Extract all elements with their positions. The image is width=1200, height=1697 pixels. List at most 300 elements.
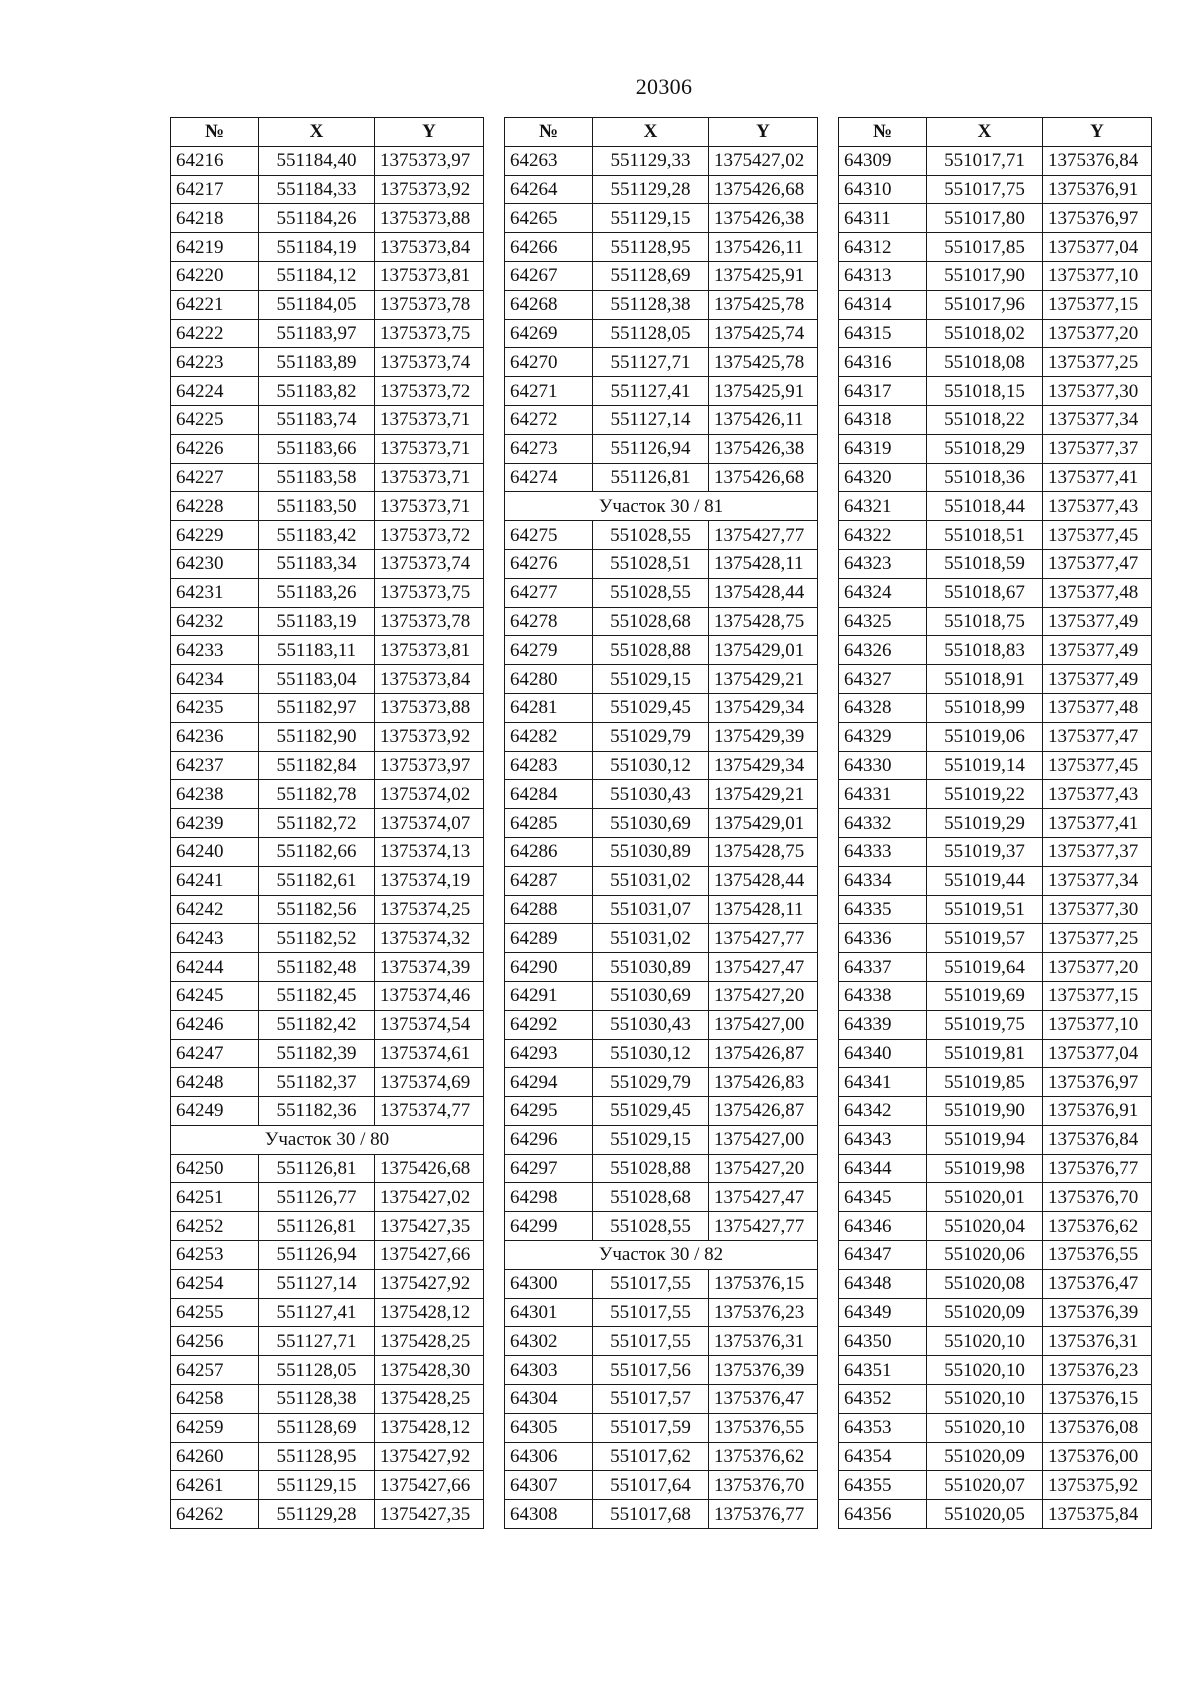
- x-coordinate-cell: 551028,55: [593, 1212, 709, 1241]
- point-number-cell: 64237: [171, 751, 259, 780]
- point-number-cell: 64328: [839, 693, 927, 722]
- table-body: [839, 146, 1152, 1528]
- point-number-cell: 64345: [839, 1183, 927, 1212]
- y-coordinate-cell: 1375377,43: [1043, 492, 1152, 521]
- x-coordinate-cell: 551128,95: [259, 1442, 375, 1471]
- y-coordinate-cell: 1375377,49: [1043, 665, 1152, 694]
- x-coordinate-cell: 551030,69: [593, 981, 709, 1010]
- x-coordinate-cell: 551017,57: [593, 1385, 709, 1414]
- x-coordinate-cell: 551128,05: [593, 319, 709, 348]
- x-coordinate-cell: 551128,69: [593, 261, 709, 290]
- y-coordinate-cell: 1375376,15: [709, 1269, 818, 1298]
- table-body: [171, 146, 484, 1528]
- x-coordinate-cell: 551127,14: [593, 405, 709, 434]
- point-number-cell: 64226: [171, 434, 259, 463]
- table-row: [171, 578, 484, 607]
- table-row: [505, 981, 818, 1010]
- table-row: [839, 1298, 1152, 1327]
- section-title: Участок 30 / 82: [505, 1241, 818, 1270]
- table-row: [171, 1269, 484, 1298]
- x-coordinate-cell: 551020,10: [927, 1413, 1043, 1442]
- y-coordinate-cell: 1375428,30: [375, 1356, 484, 1385]
- point-number-cell: 64297: [505, 1154, 593, 1183]
- coordinate-table-3: [838, 117, 1152, 1529]
- point-number-cell: 64335: [839, 895, 927, 924]
- y-coordinate-cell: 1375377,37: [1043, 837, 1152, 866]
- table-row: [839, 348, 1152, 377]
- table-row: [839, 1356, 1152, 1385]
- table-row: [171, 665, 484, 694]
- point-number-cell: 64240: [171, 837, 259, 866]
- point-number-cell: 64248: [171, 1068, 259, 1097]
- table-row: [171, 1183, 484, 1212]
- table-row: [171, 722, 484, 751]
- table-row: [839, 290, 1152, 319]
- x-coordinate-cell: 551126,81: [259, 1212, 375, 1241]
- point-number-cell: 64270: [505, 348, 593, 377]
- x-coordinate-cell: 551019,06: [927, 722, 1043, 751]
- point-number-cell: 64349: [839, 1298, 927, 1327]
- y-coordinate-cell: 1375376,31: [709, 1327, 818, 1356]
- y-coordinate-cell: 1375377,47: [1043, 722, 1152, 751]
- y-coordinate-cell: 1375428,12: [375, 1413, 484, 1442]
- table-row: [505, 290, 818, 319]
- y-coordinate-cell: 1375427,77: [709, 924, 818, 953]
- table-row: [505, 261, 818, 290]
- point-number-cell: 64257: [171, 1356, 259, 1385]
- table-row: [505, 348, 818, 377]
- x-coordinate-cell: 551129,15: [259, 1471, 375, 1500]
- x-coordinate-cell: 551019,37: [927, 837, 1043, 866]
- point-number-cell: 64339: [839, 1010, 927, 1039]
- table-row: [505, 405, 818, 434]
- x-coordinate-cell: 551184,05: [259, 290, 375, 319]
- point-number-cell: 64228: [171, 492, 259, 521]
- table-row: [839, 549, 1152, 578]
- point-number-cell: 64293: [505, 1039, 593, 1068]
- point-number-cell: 64318: [839, 405, 927, 434]
- x-coordinate-cell: 551183,19: [259, 607, 375, 636]
- x-coordinate-cell: 551017,55: [593, 1298, 709, 1327]
- table-row: [171, 1327, 484, 1356]
- table-row: [171, 233, 484, 262]
- y-coordinate-cell: 1375429,34: [709, 693, 818, 722]
- y-coordinate-cell: 1375374,19: [375, 866, 484, 895]
- x-coordinate-cell: 551019,51: [927, 895, 1043, 924]
- x-coordinate-cell: 551030,12: [593, 1039, 709, 1068]
- point-number-cell: 64238: [171, 780, 259, 809]
- y-coordinate-cell: 1375373,97: [375, 146, 484, 175]
- point-number-cell: 64253: [171, 1241, 259, 1270]
- point-number-cell: 64325: [839, 607, 927, 636]
- table-row: [505, 463, 818, 492]
- x-coordinate-cell: 551183,97: [259, 319, 375, 348]
- table-row: [839, 607, 1152, 636]
- x-coordinate-cell: 551019,69: [927, 981, 1043, 1010]
- x-coordinate-cell: 551127,14: [259, 1269, 375, 1298]
- point-number-cell: 64306: [505, 1442, 593, 1471]
- y-coordinate-cell: 1375376,08: [1043, 1413, 1152, 1442]
- y-coordinate-cell: 1375427,02: [375, 1183, 484, 1212]
- point-number-cell: 64266: [505, 233, 593, 262]
- point-number-cell: 64236: [171, 722, 259, 751]
- point-number-cell: 64296: [505, 1125, 593, 1154]
- header-number: №: [839, 118, 927, 147]
- point-number-cell: 64242: [171, 895, 259, 924]
- x-coordinate-cell: 551018,44: [927, 492, 1043, 521]
- y-coordinate-cell: 1375376,77: [709, 1500, 818, 1529]
- table-row: [505, 578, 818, 607]
- x-coordinate-cell: 551182,78: [259, 780, 375, 809]
- point-number-cell: 64332: [839, 809, 927, 838]
- table-row: [505, 377, 818, 406]
- point-number-cell: 64229: [171, 521, 259, 550]
- y-coordinate-cell: 1375373,71: [375, 405, 484, 434]
- x-coordinate-cell: 551018,29: [927, 434, 1043, 463]
- y-coordinate-cell: 1375425,78: [709, 348, 818, 377]
- x-coordinate-cell: 551017,56: [593, 1356, 709, 1385]
- y-coordinate-cell: 1375429,34: [709, 751, 818, 780]
- x-coordinate-cell: 551183,50: [259, 492, 375, 521]
- y-coordinate-cell: 1375376,31: [1043, 1327, 1152, 1356]
- table-row: [171, 1068, 484, 1097]
- y-coordinate-cell: 1375429,01: [709, 809, 818, 838]
- x-coordinate-cell: 551031,02: [593, 866, 709, 895]
- point-number-cell: 64218: [171, 204, 259, 233]
- x-coordinate-cell: 551019,98: [927, 1154, 1043, 1183]
- table-row: [839, 1269, 1152, 1298]
- x-coordinate-cell: 551017,90: [927, 261, 1043, 290]
- x-coordinate-cell: 551028,51: [593, 549, 709, 578]
- table-header-row: [171, 118, 484, 147]
- point-number-cell: 64285: [505, 809, 593, 838]
- table-row: [171, 837, 484, 866]
- y-coordinate-cell: 1375426,38: [709, 434, 818, 463]
- table-row: [505, 780, 818, 809]
- point-number-cell: 64280: [505, 665, 593, 694]
- point-number-cell: 64308: [505, 1500, 593, 1529]
- header-y: Y: [375, 118, 484, 147]
- y-coordinate-cell: 1375376,23: [709, 1298, 818, 1327]
- point-number-cell: 64259: [171, 1413, 259, 1442]
- x-coordinate-cell: 551183,58: [259, 463, 375, 492]
- y-coordinate-cell: 1375377,34: [1043, 405, 1152, 434]
- point-number-cell: 64221: [171, 290, 259, 319]
- point-number-cell: 64356: [839, 1500, 927, 1529]
- y-coordinate-cell: 1375373,88: [375, 204, 484, 233]
- y-coordinate-cell: 1375377,25: [1043, 348, 1152, 377]
- table-row: [839, 953, 1152, 982]
- y-coordinate-cell: 1375376,84: [1043, 146, 1152, 175]
- x-coordinate-cell: 551017,64: [593, 1471, 709, 1500]
- y-coordinate-cell: 1375374,25: [375, 895, 484, 924]
- table-row: [505, 751, 818, 780]
- point-number-cell: 64301: [505, 1298, 593, 1327]
- y-coordinate-cell: 1375428,12: [375, 1298, 484, 1327]
- x-coordinate-cell: 551018,99: [927, 693, 1043, 722]
- point-number-cell: 64283: [505, 751, 593, 780]
- y-coordinate-cell: 1375427,02: [709, 146, 818, 175]
- y-coordinate-cell: 1375377,20: [1043, 953, 1152, 982]
- table-row: [171, 348, 484, 377]
- y-coordinate-cell: 1375376,91: [1043, 1097, 1152, 1126]
- table-row: [171, 809, 484, 838]
- table-row: [171, 1356, 484, 1385]
- point-number-cell: 64327: [839, 665, 927, 694]
- x-coordinate-cell: 551019,29: [927, 809, 1043, 838]
- x-coordinate-cell: 551126,77: [259, 1183, 375, 1212]
- point-number-cell: 64233: [171, 636, 259, 665]
- x-coordinate-cell: 551128,95: [593, 233, 709, 262]
- y-coordinate-cell: 1375376,77: [1043, 1154, 1152, 1183]
- point-number-cell: 64264: [505, 175, 593, 204]
- y-coordinate-cell: 1375374,77: [375, 1097, 484, 1126]
- section-row: [505, 1241, 818, 1270]
- x-coordinate-cell: 551184,19: [259, 233, 375, 262]
- x-coordinate-cell: 551182,90: [259, 722, 375, 751]
- table-row: [839, 636, 1152, 665]
- table-row: [505, 1097, 818, 1126]
- section-title: Участок 30 / 81: [505, 492, 818, 521]
- y-coordinate-cell: 1375427,35: [375, 1500, 484, 1529]
- table-row: [839, 463, 1152, 492]
- table-row: [839, 1097, 1152, 1126]
- table-row: [171, 1413, 484, 1442]
- table-row: [171, 693, 484, 722]
- table-row: [171, 636, 484, 665]
- point-number-cell: 64277: [505, 578, 593, 607]
- x-coordinate-cell: 551019,75: [927, 1010, 1043, 1039]
- y-coordinate-cell: 1375377,45: [1043, 751, 1152, 780]
- point-number-cell: 64300: [505, 1269, 593, 1298]
- x-coordinate-cell: 551018,15: [927, 377, 1043, 406]
- y-coordinate-cell: 1375373,92: [375, 722, 484, 751]
- x-coordinate-cell: 551030,69: [593, 809, 709, 838]
- point-number-cell: 64279: [505, 636, 593, 665]
- point-number-cell: 64260: [171, 1442, 259, 1471]
- x-coordinate-cell: 551020,04: [927, 1212, 1043, 1241]
- y-coordinate-cell: 1375428,75: [709, 837, 818, 866]
- table-row: [171, 319, 484, 348]
- y-coordinate-cell: 1375427,47: [709, 953, 818, 982]
- x-coordinate-cell: 551184,26: [259, 204, 375, 233]
- point-number-cell: 64273: [505, 434, 593, 463]
- table-row: [839, 204, 1152, 233]
- table-row: [839, 1212, 1152, 1241]
- table-row: [839, 1500, 1152, 1529]
- table-row: [505, 837, 818, 866]
- table-row: [505, 636, 818, 665]
- point-number-cell: 64275: [505, 521, 593, 550]
- point-number-cell: 64303: [505, 1356, 593, 1385]
- point-number-cell: 64271: [505, 377, 593, 406]
- y-coordinate-cell: 1375427,77: [709, 1212, 818, 1241]
- x-coordinate-cell: 551183,26: [259, 578, 375, 607]
- point-number-cell: 64342: [839, 1097, 927, 1126]
- point-number-cell: 64329: [839, 722, 927, 751]
- point-number-cell: 64336: [839, 924, 927, 953]
- y-coordinate-cell: 1375374,39: [375, 953, 484, 982]
- x-coordinate-cell: 551182,66: [259, 837, 375, 866]
- point-number-cell: 64347: [839, 1241, 927, 1270]
- x-coordinate-cell: 551019,57: [927, 924, 1043, 953]
- x-coordinate-cell: 551126,81: [259, 1154, 375, 1183]
- table-row: [839, 1413, 1152, 1442]
- table-row: [171, 1154, 484, 1183]
- y-coordinate-cell: 1375373,71: [375, 434, 484, 463]
- x-coordinate-cell: 551129,15: [593, 204, 709, 233]
- header-x: X: [259, 118, 375, 147]
- table-row: [505, 1010, 818, 1039]
- header-y: Y: [709, 118, 818, 147]
- point-number-cell: 64227: [171, 463, 259, 492]
- x-coordinate-cell: 551017,55: [593, 1327, 709, 1356]
- table-row: [171, 175, 484, 204]
- point-number-cell: 64288: [505, 895, 593, 924]
- x-coordinate-cell: 551017,62: [593, 1442, 709, 1471]
- point-number-cell: 64311: [839, 204, 927, 233]
- x-coordinate-cell: 551182,42: [259, 1010, 375, 1039]
- point-number-cell: 64292: [505, 1010, 593, 1039]
- point-number-cell: 64314: [839, 290, 927, 319]
- point-number-cell: 64220: [171, 261, 259, 290]
- y-coordinate-cell: 1375426,38: [709, 204, 818, 233]
- y-coordinate-cell: 1375376,97: [1043, 1068, 1152, 1097]
- x-coordinate-cell: 551183,66: [259, 434, 375, 463]
- x-coordinate-cell: 551020,01: [927, 1183, 1043, 1212]
- x-coordinate-cell: 551184,33: [259, 175, 375, 204]
- x-coordinate-cell: 551183,04: [259, 665, 375, 694]
- y-coordinate-cell: 1375373,71: [375, 463, 484, 492]
- table-row: [839, 1241, 1152, 1270]
- y-coordinate-cell: 1375374,54: [375, 1010, 484, 1039]
- y-coordinate-cell: 1375429,39: [709, 722, 818, 751]
- table-row: [505, 809, 818, 838]
- x-coordinate-cell: 551030,89: [593, 837, 709, 866]
- point-number-cell: 64258: [171, 1385, 259, 1414]
- table-row: [171, 1010, 484, 1039]
- y-coordinate-cell: 1375376,70: [709, 1471, 818, 1500]
- x-coordinate-cell: 551018,36: [927, 463, 1043, 492]
- x-coordinate-cell: 551184,40: [259, 146, 375, 175]
- point-number-cell: 64307: [505, 1471, 593, 1500]
- table-row: [171, 290, 484, 319]
- x-coordinate-cell: 551029,79: [593, 1068, 709, 1097]
- y-coordinate-cell: 1375427,66: [375, 1241, 484, 1270]
- table-row: [505, 693, 818, 722]
- table-row: [171, 434, 484, 463]
- table-row: [171, 1500, 484, 1529]
- table-row: [171, 204, 484, 233]
- x-coordinate-cell: 551128,38: [593, 290, 709, 319]
- section-row: [505, 492, 818, 521]
- point-number-cell: 64341: [839, 1068, 927, 1097]
- point-number-cell: 64225: [171, 405, 259, 434]
- y-coordinate-cell: 1375426,87: [709, 1097, 818, 1126]
- y-coordinate-cell: 1375376,91: [1043, 175, 1152, 204]
- table-row: [171, 261, 484, 290]
- y-coordinate-cell: 1375374,69: [375, 1068, 484, 1097]
- x-coordinate-cell: 551020,10: [927, 1327, 1043, 1356]
- point-number-cell: 64252: [171, 1212, 259, 1241]
- y-coordinate-cell: 1375426,68: [709, 175, 818, 204]
- x-coordinate-cell: 551028,68: [593, 1183, 709, 1212]
- y-coordinate-cell: 1375376,97: [1043, 204, 1152, 233]
- section-row: [171, 1125, 484, 1154]
- table-row: [839, 981, 1152, 1010]
- y-coordinate-cell: 1375377,43: [1043, 780, 1152, 809]
- y-coordinate-cell: 1375425,91: [709, 261, 818, 290]
- table-row: [505, 1039, 818, 1068]
- y-coordinate-cell: 1375376,15: [1043, 1385, 1152, 1414]
- x-coordinate-cell: 551183,82: [259, 377, 375, 406]
- section-title: Участок 30 / 80: [171, 1125, 484, 1154]
- table-row: [839, 780, 1152, 809]
- x-coordinate-cell: 551019,44: [927, 866, 1043, 895]
- point-number-cell: 64340: [839, 1039, 927, 1068]
- x-coordinate-cell: 551028,55: [593, 521, 709, 550]
- x-coordinate-cell: 551029,15: [593, 1125, 709, 1154]
- point-number-cell: 64350: [839, 1327, 927, 1356]
- point-number-cell: 64224: [171, 377, 259, 406]
- point-number-cell: 64313: [839, 261, 927, 290]
- point-number-cell: 64322: [839, 521, 927, 550]
- point-number-cell: 64304: [505, 1385, 593, 1414]
- y-coordinate-cell: 1375376,47: [1043, 1269, 1152, 1298]
- table-row: [505, 1500, 818, 1529]
- point-number-cell: 64269: [505, 319, 593, 348]
- y-coordinate-cell: 1375377,34: [1043, 866, 1152, 895]
- point-number-cell: 64354: [839, 1442, 927, 1471]
- table-row: [839, 319, 1152, 348]
- table-row: [171, 492, 484, 521]
- table-row: [505, 1269, 818, 1298]
- table-header-row: [505, 118, 818, 147]
- table-row: [505, 1471, 818, 1500]
- point-number-cell: 64337: [839, 953, 927, 982]
- table-row: [171, 549, 484, 578]
- point-number-cell: 64343: [839, 1125, 927, 1154]
- y-coordinate-cell: 1375426,68: [375, 1154, 484, 1183]
- table-row: [839, 1068, 1152, 1097]
- table-row: [839, 261, 1152, 290]
- point-number-cell: 64222: [171, 319, 259, 348]
- header-x: X: [593, 118, 709, 147]
- table-row: [171, 146, 484, 175]
- y-coordinate-cell: 1375377,47: [1043, 549, 1152, 578]
- table-row: [505, 1212, 818, 1241]
- y-coordinate-cell: 1375428,75: [709, 607, 818, 636]
- table-row: [505, 1356, 818, 1385]
- table-row: [505, 175, 818, 204]
- x-coordinate-cell: 551019,94: [927, 1125, 1043, 1154]
- point-number-cell: 64232: [171, 607, 259, 636]
- point-number-cell: 64265: [505, 204, 593, 233]
- x-coordinate-cell: 551020,05: [927, 1500, 1043, 1529]
- y-coordinate-cell: 1375428,11: [709, 895, 818, 924]
- x-coordinate-cell: 551182,52: [259, 924, 375, 953]
- y-coordinate-cell: 1375373,72: [375, 521, 484, 550]
- y-coordinate-cell: 1375374,46: [375, 981, 484, 1010]
- x-coordinate-cell: 551018,91: [927, 665, 1043, 694]
- point-number-cell: 64330: [839, 751, 927, 780]
- point-number-cell: 64239: [171, 809, 259, 838]
- y-coordinate-cell: 1375426,11: [709, 405, 818, 434]
- y-coordinate-cell: 1375373,78: [375, 290, 484, 319]
- y-coordinate-cell: 1375377,48: [1043, 693, 1152, 722]
- point-number-cell: 64243: [171, 924, 259, 953]
- table-row: [839, 521, 1152, 550]
